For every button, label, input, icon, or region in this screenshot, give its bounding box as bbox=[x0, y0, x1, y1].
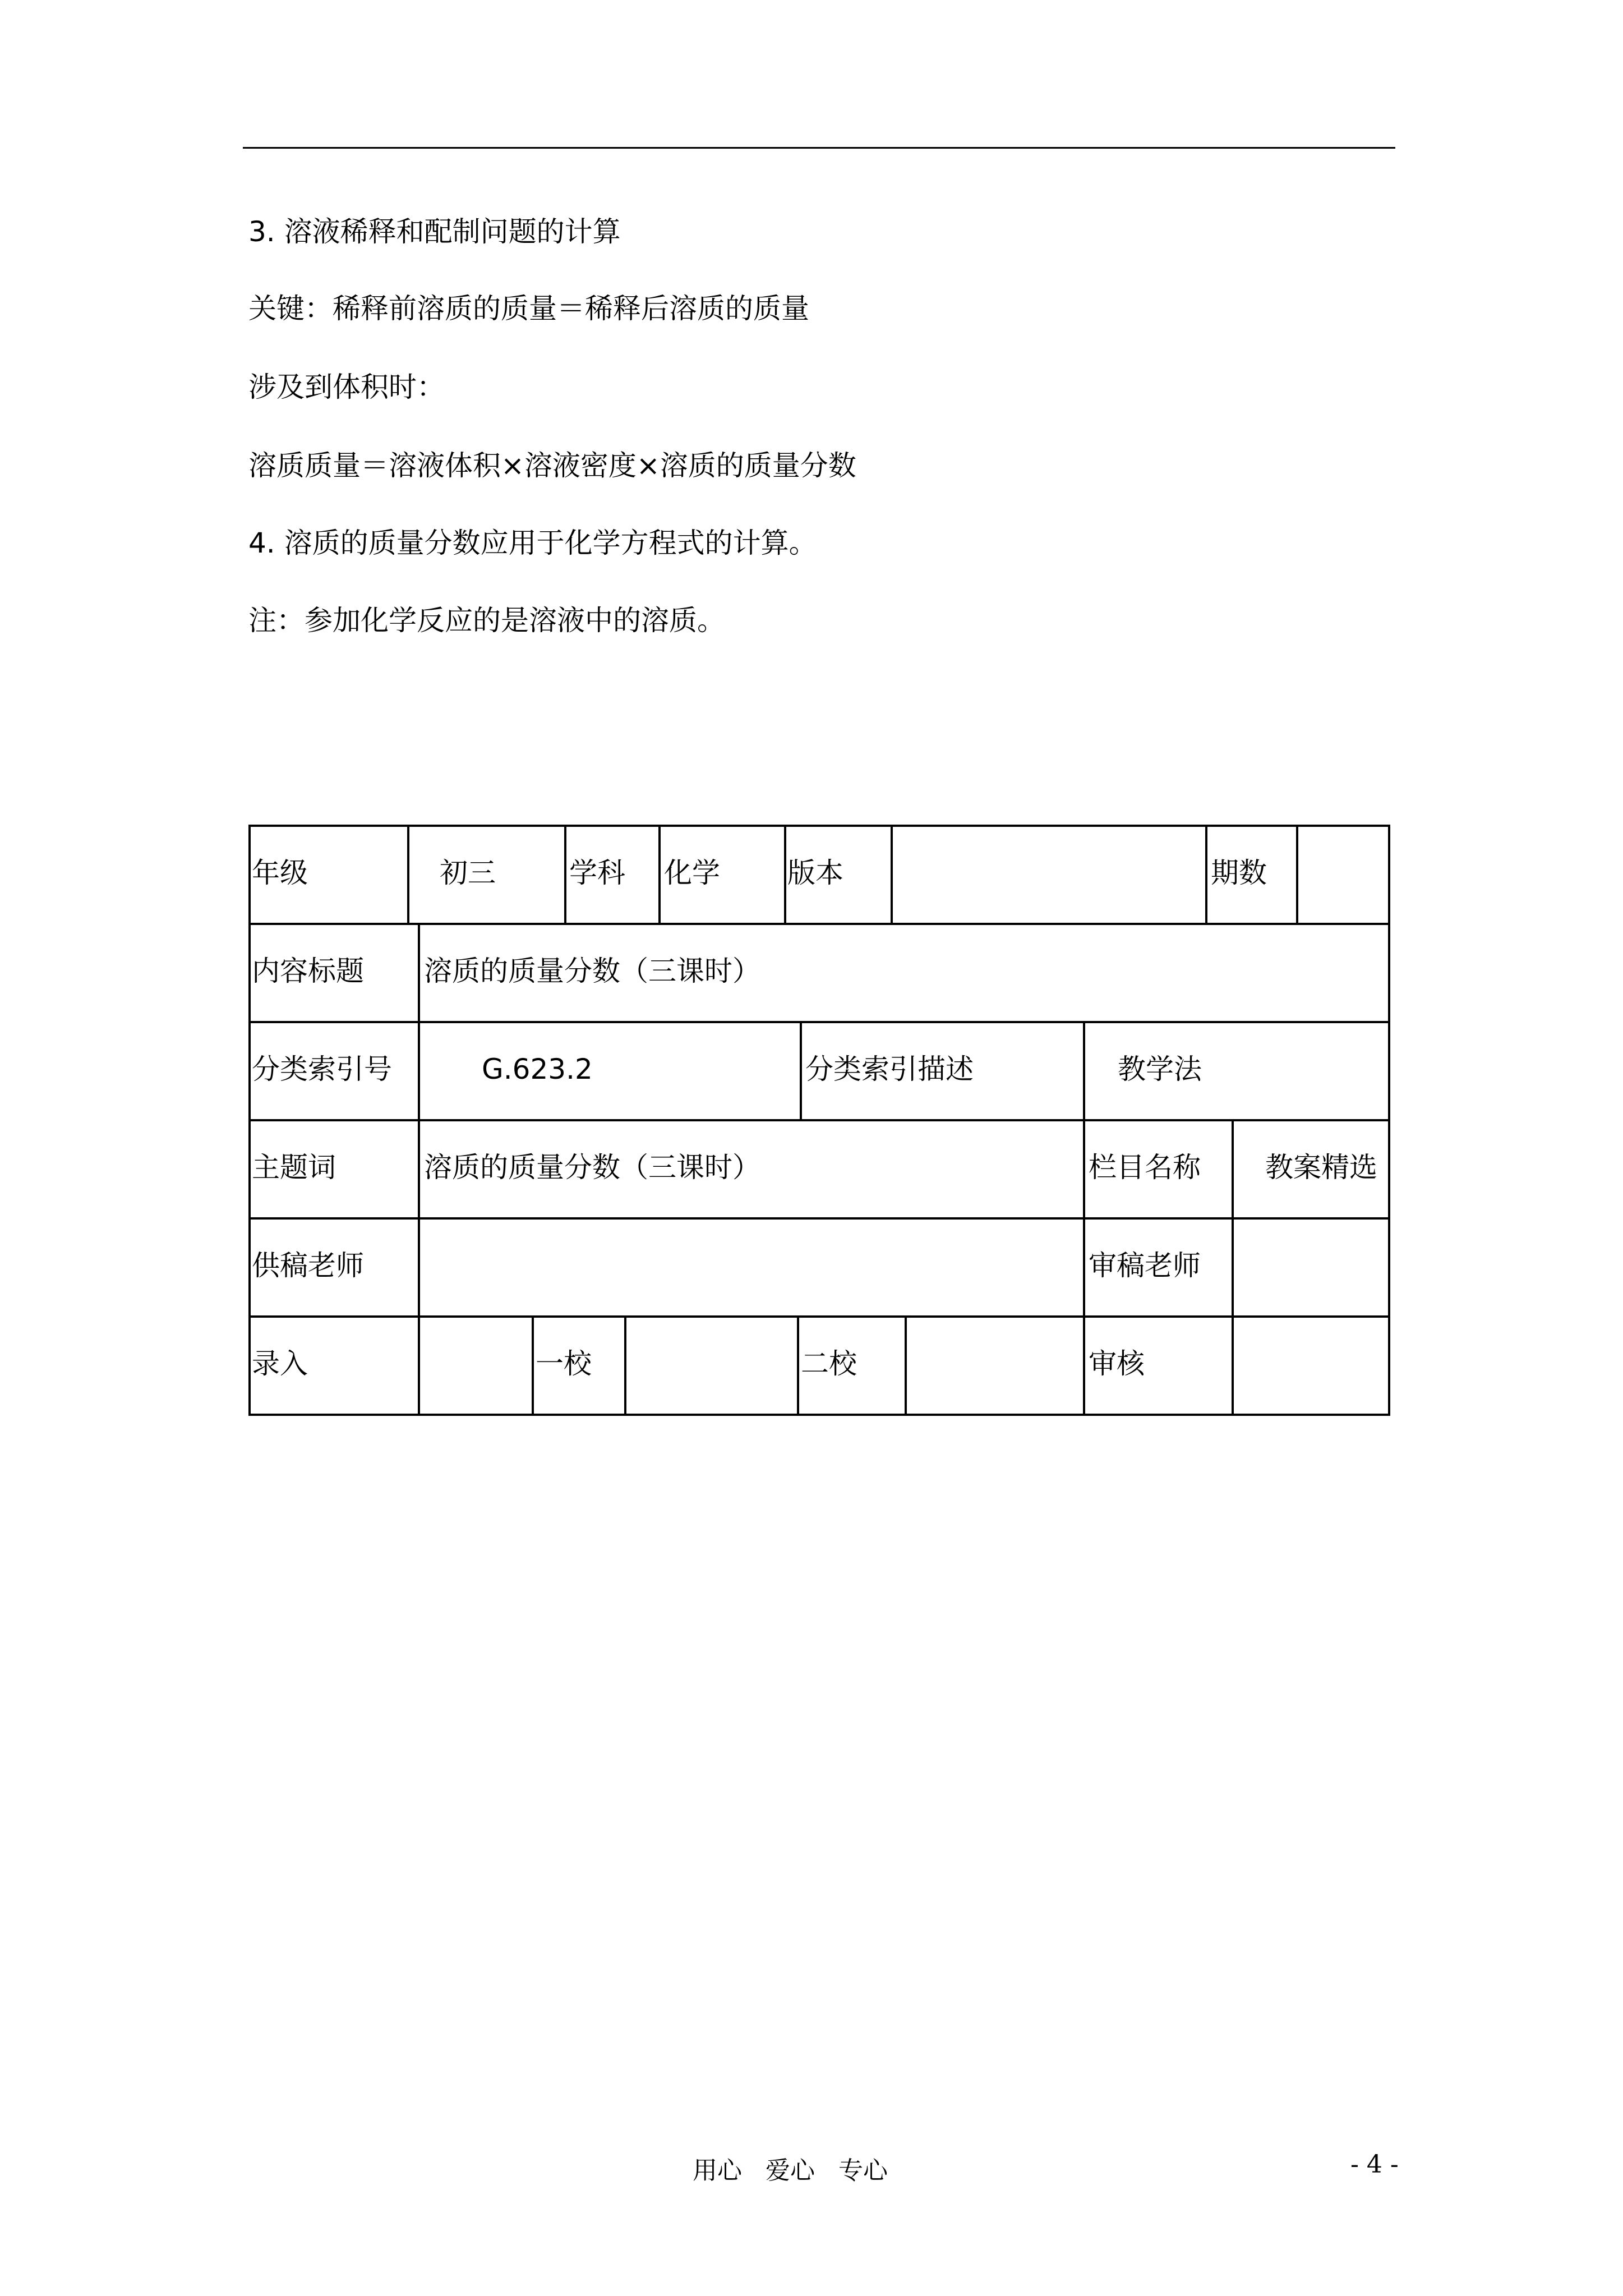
table-line bbox=[1205, 825, 1207, 924]
table-line bbox=[564, 825, 566, 924]
table-line bbox=[800, 1021, 802, 1120]
grade-value: 初三 bbox=[440, 857, 496, 889]
reviewer-label: 审稿老师 bbox=[1089, 1249, 1201, 1282]
entry-label: 录入 bbox=[252, 1347, 308, 1380]
column-label: 栏目名称 bbox=[1089, 1151, 1201, 1184]
table-line bbox=[1083, 1021, 1085, 1416]
second-check-label: 二校 bbox=[801, 1347, 857, 1380]
table-line bbox=[418, 923, 420, 1416]
topic-value: 溶质的质量分数（三课时） bbox=[424, 1151, 760, 1184]
column-value: 教案精选 bbox=[1265, 1151, 1377, 1184]
grade-label: 年级 bbox=[252, 857, 308, 889]
audit-label: 审核 bbox=[1089, 1347, 1145, 1380]
index-label: 分类索引号 bbox=[252, 1053, 392, 1085]
paragraph-mass-formula: 溶质质量＝溶液体积×溶液密度×溶质的质量分数 bbox=[248, 449, 856, 482]
paragraph-dilution-heading: 3. 溶液稀释和配制问题的计算 bbox=[248, 215, 621, 248]
paragraph-volume-intro: 涉及到体积时： bbox=[248, 371, 445, 403]
table-line bbox=[532, 1315, 534, 1416]
author-label: 供稿老师 bbox=[252, 1249, 364, 1282]
title-label: 内容标题 bbox=[252, 955, 364, 987]
footer-motto: 用心 爱心 专心 bbox=[693, 2156, 888, 2185]
index-desc-label: 分类索引描述 bbox=[805, 1053, 974, 1085]
subject-label: 学科 bbox=[569, 857, 625, 889]
table-line bbox=[658, 825, 661, 924]
table-line bbox=[1388, 825, 1390, 1416]
topic-label: 主题词 bbox=[252, 1151, 336, 1184]
table-line bbox=[891, 825, 893, 924]
first-check-label: 一校 bbox=[536, 1347, 592, 1380]
table-line bbox=[407, 825, 409, 924]
table-line bbox=[248, 825, 1390, 827]
page-number: - 4 - bbox=[1350, 2150, 1399, 2179]
paragraph-note: 注：参加化学反应的是溶液中的溶质。 bbox=[248, 604, 725, 637]
issue-label: 期数 bbox=[1211, 857, 1267, 889]
index-value: G.623.2 bbox=[482, 1053, 593, 1085]
title-value: 溶质的质量分数（三课时） bbox=[424, 955, 760, 987]
subject-value: 化学 bbox=[664, 857, 720, 889]
paragraph-key-point: 关键：稀释前溶质的质量＝稀释后溶质的质量 bbox=[248, 292, 809, 325]
table-line bbox=[797, 1315, 799, 1416]
table-line bbox=[624, 1315, 626, 1416]
table-line bbox=[248, 825, 251, 1416]
table-line bbox=[784, 825, 786, 924]
paragraph-equation-heading: 4. 溶质的质量分数应用于化学方程式的计算。 bbox=[248, 527, 817, 559]
table-line bbox=[1296, 825, 1298, 924]
index-desc-value: 教学法 bbox=[1118, 1053, 1202, 1085]
table-line bbox=[1232, 1119, 1234, 1416]
table-line bbox=[905, 1315, 907, 1416]
edition-label: 版本 bbox=[787, 857, 843, 889]
header-rule bbox=[243, 147, 1395, 149]
metadata-table bbox=[248, 825, 1390, 1416]
